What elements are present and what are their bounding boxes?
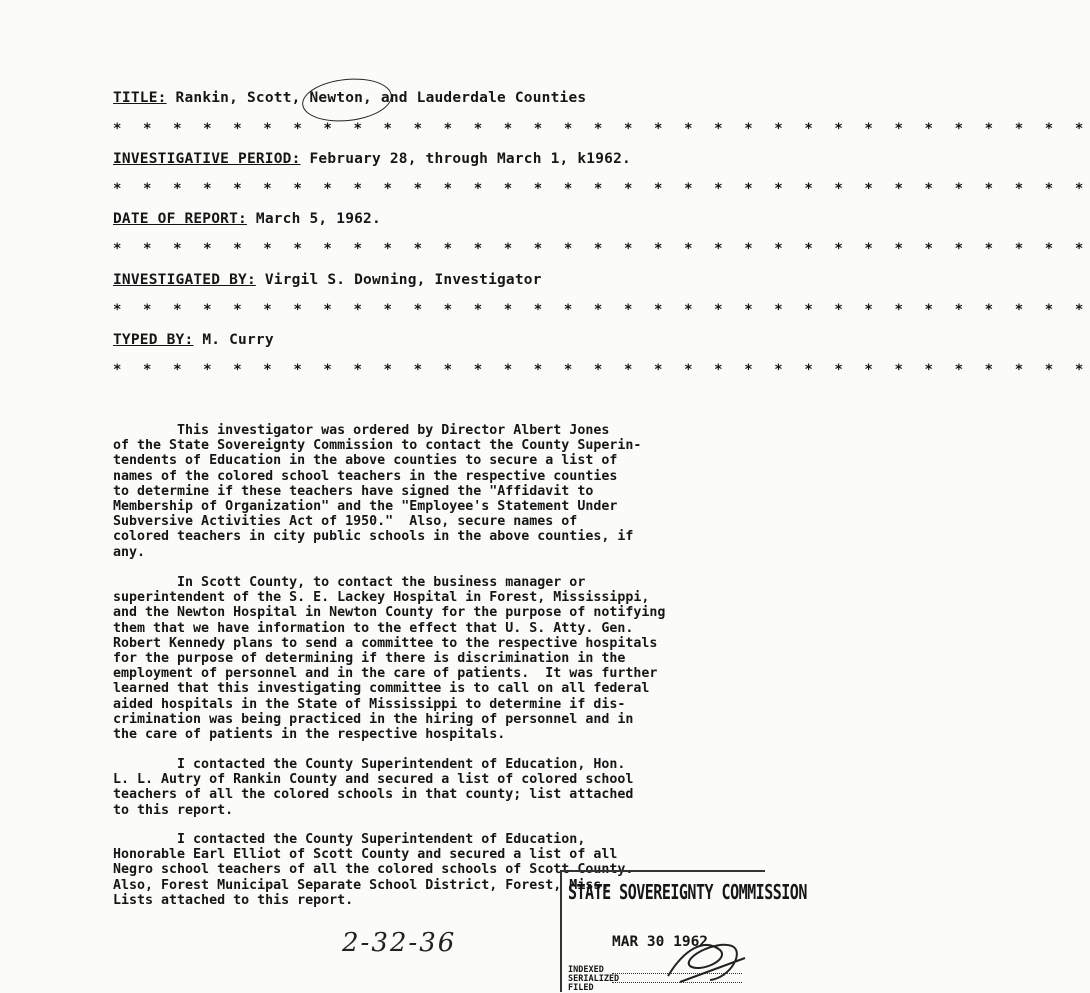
typed-line bbox=[113, 332, 274, 348]
date-line bbox=[113, 211, 381, 227]
separator-4: * * * * * * * * * * * * * * * * * * * * * * * * * * * * * * * * * bbox=[113, 302, 1090, 318]
stamp-filed: FILED bbox=[568, 983, 594, 993]
title-value: Rankin, Scott, Newton, and Lauderdale Counties bbox=[175, 90, 587, 106]
typed-label: TYPED BY: bbox=[113, 332, 194, 348]
period-value: February 28, through March 1, k1962. bbox=[309, 151, 631, 167]
paragraph-4: I contacted the County Superintendent of Education, Honorable Earl Elliot of Scott County and secured a list of all Negro school teachers of all the colored schools of Scott County. Also, Forest Municipal Separate School District, Forest, Miss. Lists attached to this report. bbox=[113, 832, 634, 908]
stamp-date: MAR 30 1962 bbox=[612, 934, 709, 950]
investigator-value: Virgil S. Downing, Investigator bbox=[264, 272, 542, 288]
paragraph-2: In Scott County, to contact the business manager or superintendent of the S. E. Lackey Hospital in Forest, Mississippi, and the Newton Hospital in Newton County for the purpose of notifying them that we have information to the effect that U. S. Atty. Gen. Robert Kennedy plans to send a committee to the respective hospitals for the purpose of determining if there is discrimination in the employment of personnel and in the care of patients. It was further learned that this investigating committee is to call on all federal aided hospitals in the State of Mississippi to determine if dis- crimination was being practiced in the hiring of personnel and in the care of patients in the respective hospitals. bbox=[113, 575, 666, 743]
stamp-org: STATE SOVEREIGNTY COMMISSION bbox=[568, 880, 807, 905]
date-value: March 5, 1962. bbox=[255, 211, 381, 227]
period-line bbox=[113, 151, 631, 167]
paragraph-3: I contacted the County Superintendent of Education, Hon. L. L. Autry of Rankin County and secured a list of colored school teachers of all the colored schools in that county; list attached to this report. bbox=[113, 757, 634, 818]
handwritten-file-number: 2-32-36 bbox=[342, 928, 457, 958]
handwritten-signature bbox=[660, 928, 750, 988]
period-label: INVESTIGATIVE PERIOD: bbox=[113, 151, 301, 167]
investigator-line bbox=[113, 272, 542, 288]
title-line bbox=[113, 90, 586, 106]
stamp-serialized: SERIALIZED bbox=[568, 974, 620, 984]
separator-2: * * * * * * * * * * * * * * * * * * * * * * * * * * * * * * * * * bbox=[113, 181, 1090, 197]
separator-1: * * * * * * * * * * * * * * * * * * * * * * * * * * * * * * * * * bbox=[113, 121, 1090, 137]
title-label: TITLE: bbox=[113, 90, 167, 106]
date-label: DATE OF REPORT: bbox=[113, 211, 247, 227]
paragraph-1: This investigator was ordered by Director Albert Jones of the State Sovereignty Commission to contact the County Superin- tendents of Education in the above counties to secure a list of names of the colored school teachers in the respective counties to determine if these teachers have signed the "Affidavit to Membership of Organization" and the "Employee's Statement Under Subversive Activities Act of 1950." Also, secure names of colored teachers in city public schools in the above counties, if any. bbox=[113, 423, 642, 560]
investigator-label: INVESTIGATED BY: bbox=[113, 272, 256, 288]
typed-value: M. Curry bbox=[202, 332, 274, 348]
separator-3: * * * * * * * * * * * * * * * * * * * * * * * * * * * * * * * * * bbox=[113, 241, 1090, 257]
stamp-indexed: INDEXED bbox=[568, 965, 604, 975]
separator-5: * * * * * * * * * * * * * * * * * * * * * * * * * * * * * * * * * bbox=[113, 362, 1090, 378]
